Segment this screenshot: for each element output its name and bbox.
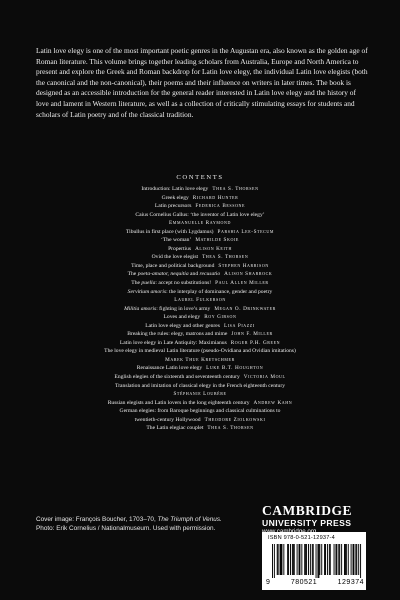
barcode-bar: [341, 544, 342, 575]
toc-entry: [40, 373, 360, 382]
toc-entry: [40, 305, 360, 314]
barcode-bar: [281, 544, 282, 575]
barcode-bar: [346, 544, 347, 575]
barcode-digit-group: 780521: [290, 579, 318, 586]
barcode-bar: [274, 544, 275, 578]
toc-entry-author: Emmanuelle Raymond: [169, 220, 231, 227]
toc-entry: [40, 382, 360, 399]
toc-entry-title: Propertius: [168, 245, 192, 252]
table-of-contents: [40, 185, 360, 433]
toc-entry: [40, 288, 360, 305]
barcode-bar: [312, 544, 313, 575]
toc-entry: [40, 270, 360, 279]
toc-entry-author: Parshia Lee-Stecum: [217, 228, 275, 235]
barcode-bar: [339, 544, 340, 575]
toc-entry-author: Laurel Fulkerson: [174, 297, 226, 304]
barcode-bar: [324, 544, 325, 575]
barcode-bar: [301, 544, 302, 575]
toc-entry: [40, 313, 360, 322]
toc-entry: [40, 347, 360, 364]
barcode-digit-group: 129374: [337, 579, 364, 586]
toc-entry: [40, 399, 360, 408]
toc-entry-author: Paul Allen Miller: [215, 280, 269, 287]
toc-entry-title: German elegies: from Baroque beginnings and classical culminations to: [119, 408, 281, 415]
barcode-bar: [278, 544, 279, 575]
barcode-bar: [294, 544, 295, 575]
isbn-label: ISBN 978-0-521-12937-4: [268, 535, 335, 541]
barcode-bar: [292, 544, 293, 575]
toc-entry-author: Stéphanie Loubère: [173, 391, 227, 398]
toc-entry-author: Marek Thue Kretschmer: [165, 356, 235, 363]
barcode-bar: [355, 544, 356, 575]
barcode-bar: [345, 544, 346, 575]
toc-entry-title: Greek elegy: [161, 194, 189, 201]
barcode-bar: [353, 544, 354, 575]
publisher-press: UNIVERSITY PRESS: [262, 518, 352, 528]
toc-entry-title: Time, place and political background: [131, 262, 215, 269]
barcode-bar: [351, 544, 352, 575]
barcode-bar: [358, 544, 359, 575]
toc-entry-title: Russian elegists and Latin lovers in the long eighteenth century: [107, 399, 250, 406]
toc-entry-title: Tibullus in first place (with Lygdamus): [125, 228, 214, 235]
toc-entry-author: Thea S. Thorsen: [207, 425, 254, 432]
barcode-bar: [334, 544, 335, 575]
barcode-bar: [336, 544, 337, 575]
barcode-bar: [281, 544, 282, 575]
contents-heading: CONTENTS: [176, 174, 224, 181]
toc-entry: [40, 322, 360, 331]
toc-entry: [40, 364, 360, 373]
toc-entry-title: The poeta-amator, nequitia and recusatio: [127, 271, 221, 278]
barcode-bar: [348, 544, 349, 575]
toc-entry-title: Loves and elegy: [163, 314, 201, 321]
toc-entry: [40, 211, 360, 228]
toc-entry-author: Roy Gibson: [204, 314, 237, 321]
toc-entry: [40, 228, 360, 237]
barcode-bars: [272, 544, 362, 578]
barcode: [262, 532, 366, 590]
barcode-bar: [299, 544, 300, 575]
toc-entry: [40, 202, 360, 211]
toc-entry: [40, 330, 360, 339]
barcode-bar: [325, 544, 326, 575]
toc-entry-title: The puella: accept no substitutions!: [131, 280, 212, 287]
barcode-bar: [344, 544, 345, 575]
barcode-bar: [283, 544, 284, 575]
barcode-bar: [290, 544, 291, 575]
barcode-bar: [280, 544, 281, 575]
barcode-bar: [329, 544, 330, 575]
toc-entry-author: Thea S. Thorsen: [212, 186, 259, 192]
barcode-bar: [319, 544, 320, 575]
toc-entry-author: Mathilde Skoie: [195, 237, 239, 244]
barcode-bar: [306, 544, 307, 575]
publisher-name: CAMBRIDGE: [262, 503, 353, 518]
toc-entry-title: English elegies of the sixteenth and seventeenth century: [114, 374, 240, 381]
barcode-bar: [313, 544, 314, 575]
barcode-bar: [360, 544, 361, 578]
toc-entry-title: Latin precursors: [154, 203, 192, 210]
toc-entry-title: Latin love elegy and other genres: [145, 322, 220, 329]
toc-entry-author: Roger P.H. Green: [230, 339, 281, 346]
credit-line-1: Cover image: François Boucher, 1703–70, The Triumph of Venus.: [36, 516, 222, 523]
toc-entry-title: Servitium amoris: the interplay of dominance, gender and poetry: [127, 288, 273, 295]
toc-entry-title: Breaking the rules: elegy, matrons and mime: [127, 331, 228, 338]
toc-entry-author: Theodore Ziolkowski: [204, 416, 266, 423]
barcode-bar: [272, 544, 273, 578]
barcode-bar: [287, 544, 288, 575]
toc-entry: [40, 407, 360, 424]
barcode-bar: [327, 544, 328, 575]
barcode-bar: [316, 544, 317, 578]
toc-entry-author: Federica Bessone: [195, 203, 246, 210]
toc-entry-title: Introduction: Latin love elegy: [141, 186, 209, 192]
toc-entry: [40, 245, 360, 254]
toc-entry-title: Renaissance Latin love elegy: [136, 365, 203, 372]
barcode-bar: [297, 544, 298, 575]
toc-entry-author: Megan O. Drinkwater: [214, 305, 276, 312]
toc-entry-author: Thea S. Thorsen: [202, 254, 249, 261]
barcode-bar: [338, 544, 339, 575]
cover-image-credit: [36, 515, 246, 534]
toc-entry-title: Ovid the love elegist: [151, 254, 199, 261]
barcode-bar: [321, 544, 322, 575]
toc-entry-author: Andrew Kahn: [253, 399, 293, 406]
barcode-bar: [330, 544, 331, 575]
barcode-bar: [318, 544, 319, 578]
toc-entry: [40, 236, 360, 245]
toc-entry-author: Richard Hunter: [192, 194, 239, 201]
toc-entry-title: ‘The woman’: [161, 237, 192, 244]
toc-entry-author: Lisa Piazzi: [223, 322, 255, 329]
barcode-bar: [304, 544, 305, 575]
barcode-bar: [335, 544, 336, 575]
toc-entry-author: Alison Sharrock: [224, 271, 273, 278]
barcode-bar: [277, 544, 278, 575]
barcode-bar: [299, 544, 300, 575]
toc-entry: [40, 185, 360, 194]
toc-entry-title: Translation and imitation of classical elegy in the French eighteenth century: [114, 382, 286, 389]
barcode-bar: [293, 544, 294, 575]
toc-entry: [40, 339, 360, 348]
barcode-bar: [308, 544, 309, 575]
barcode-digit-group: 9: [266, 579, 271, 586]
barcode-bar: [288, 544, 289, 575]
toc-entry-author: Luke B.T. Houghton: [206, 365, 264, 372]
back-cover-blurb: Latin love elegy is one of the most important poetic genres in the Augustan era, also known as the golden age of Roman literature. This volume brings together leading scholars from Australia, Europe and North America to present and explore the Greek and Roman backdrop for Latin love elegy, the individual Latin love elegists (both the canonical and the non-canonical), their poems and their influence on writers in later times. The book is designed as an accessible introduction for the general reader interested in Latin love elegy and the history of love and lament in Western literature, as well as a collection of critically stimulating essays for students and scholars of Latin poetry and of the classical tradition.: [36, 46, 368, 119]
barcode-bar: [353, 544, 354, 575]
toc-entry: [40, 253, 360, 262]
toc-entry-author: John F. Miller: [231, 331, 273, 338]
barcode-bar: [356, 544, 357, 575]
toc-entry-title: The Latin elegiac couplet: [146, 425, 204, 432]
barcode-digits: [266, 579, 364, 586]
toc-entry: [40, 194, 360, 203]
toc-entry: [40, 424, 360, 433]
barcode-bar: [305, 544, 306, 575]
toc-entry-author: Victoria Moul: [243, 374, 286, 381]
toc-entry-title-continued: twentieth-century Hollywood: [134, 416, 201, 423]
toc-entry: [40, 279, 360, 288]
toc-entry-author: Stephen Harrison: [218, 262, 269, 269]
credit-line-2: Photo: Erik Cornelius / Nationalmuseum. Used with permission.: [36, 525, 216, 533]
toc-entry-title: Caius Cornelius Gallus: ‘the inventor of Latin love elegy’: [135, 211, 265, 218]
toc-entry-author: Alison Keith: [195, 245, 232, 252]
barcode-bar: [310, 544, 311, 575]
toc-entry-title: Latin love elegy in Late Antiquity: Maximianus: [119, 339, 227, 346]
barcode-bar: [317, 544, 318, 578]
toc-entry-title: Militia amoris: fighting in love’s army: [124, 305, 211, 312]
toc-entry-title: The love elegy in medieval Latin literature (pseudo-Ovidiana and Ovidian imitations): [104, 348, 296, 355]
toc-entry: [40, 262, 360, 271]
